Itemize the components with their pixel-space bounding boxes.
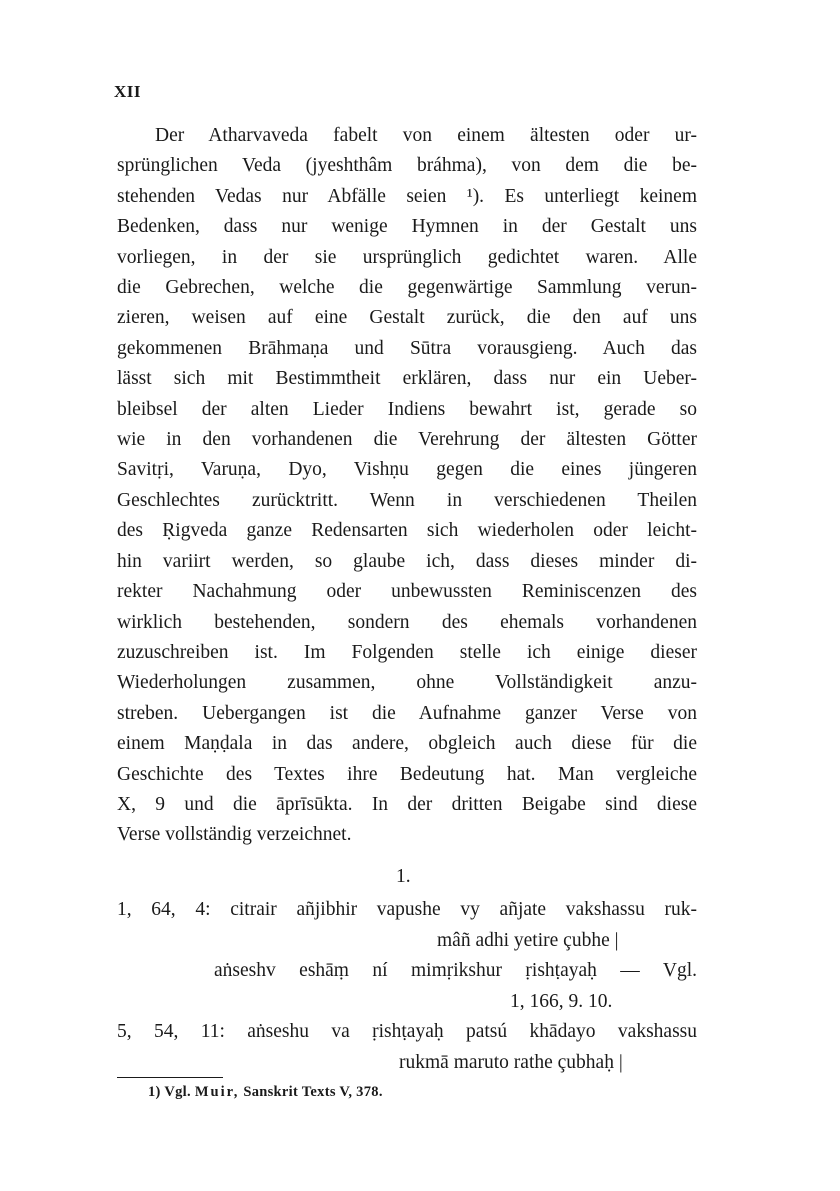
verse-line: rukmā maruto rathe çubhaḥ | <box>399 1051 623 1073</box>
verse-line <box>117 895 697 926</box>
body-line: Geschichte des Textes ihre Bedeutung hat. Man vergleiche <box>117 763 697 785</box>
footnote-author: Muir, <box>194 1084 240 1100</box>
body-line: die Gebrechen, welche die gegenwärtige Sammlung verun- <box>117 277 697 299</box>
body-line: Savitṛi, Varuṇa, Dyo, Vishṇu gegen die eines jüngeren <box>117 459 697 481</box>
body-line: sprünglichen Veda (jyeshthâm bráhma), von dem die be- <box>117 155 697 177</box>
section-number: 1. <box>396 866 411 887</box>
body-line: rekter Nachahmung oder unbewussten Reminiscenzen des <box>117 581 697 603</box>
body-line: bleibsel der alten Lieder Indiens bewahrt ist, gerade so <box>117 398 697 420</box>
body-line: streben. Uebergangen ist die Aufnahme ganzer Verse von <box>117 702 697 724</box>
verse-line: 1, 166, 9. 10. <box>510 990 613 1012</box>
verse-reference: 5, 54, 11: <box>117 1021 225 1042</box>
verse-text: citrair añjibhir vapushe vy añjate vakshassu ruk- <box>230 899 698 920</box>
verse-line <box>117 1017 697 1048</box>
body-line: des Ṛigveda ganze Redensarten sich wiederholen oder leicht- <box>117 520 697 542</box>
verse-line: mâñ adhi yetire çubhe | <box>437 929 619 951</box>
footnote-marker: 1) <box>148 1084 161 1100</box>
body-line: einem Maṇḍala in das andere, obgleich auch diese für die <box>117 733 697 755</box>
verse-citation <box>117 1017 697 1078</box>
body-line: Verse vollständig verzeichnet. <box>117 824 352 846</box>
body-line: X, 9 und die āprīsūkta. In der dritten Beigabe sind diese <box>117 793 697 815</box>
body-paragraph <box>117 121 697 851</box>
body-line: stehenden Vedas nur Abfälle seien ¹). Es unterliegt keinem <box>117 185 697 207</box>
footnote-divider <box>117 1077 223 1078</box>
body-line: zuzuschreiben ist. Im Folgenden stelle ich einige dieser <box>117 641 697 663</box>
verse-reference: 1, 64, 4: <box>117 899 211 920</box>
body-line: Geschlechtes zurücktritt. Wenn in verschiedenen Theilen <box>117 489 697 511</box>
body-line: Bedenken, dass nur wenige Hymnen in der Gestalt uns <box>117 216 697 238</box>
body-line: gekommenen Brāhmaṇa und Sūtra vorausgieng. Auch das <box>117 337 697 359</box>
footnote-title: Sanskrit Texts V, 378. <box>243 1084 383 1100</box>
body-line: zieren, weisen auf eine Gestalt zurück, die den auf uns <box>117 307 697 329</box>
body-line: vorliegen, in der sie ursprünglich gedichtet waren. Alle <box>117 246 697 268</box>
footnote <box>148 1084 383 1101</box>
verse-text: aṅseshu va ṛishṭayaḥ patsú khādayo vakshassu <box>247 1021 697 1042</box>
body-line: Wiederholungen zusammen, ohne Vollständigkeit anzu- <box>117 672 697 694</box>
verse-line: aṅseshv eshāṃ ní mimṛikshur ṛishṭayaḥ — Vgl. <box>214 960 697 981</box>
body-line: hin variirt werden, so glaube ich, dass dieses minder di- <box>117 550 697 572</box>
body-line: Der Atharvaveda fabelt von einem ältesten oder ur- <box>155 125 697 146</box>
footnote-prefix: Vgl. <box>164 1084 191 1100</box>
body-line: wirklich bestehenden, sondern des ehemals vorhandenen <box>117 611 697 633</box>
body-line: lässt sich mit Bestimmtheit erklären, dass nur ein Ueber- <box>117 368 697 390</box>
body-line: wie in den vorhandenen die Verehrung der ältesten Götter <box>117 429 697 451</box>
verse-citation <box>117 895 697 1017</box>
page-number: XII <box>114 82 142 101</box>
